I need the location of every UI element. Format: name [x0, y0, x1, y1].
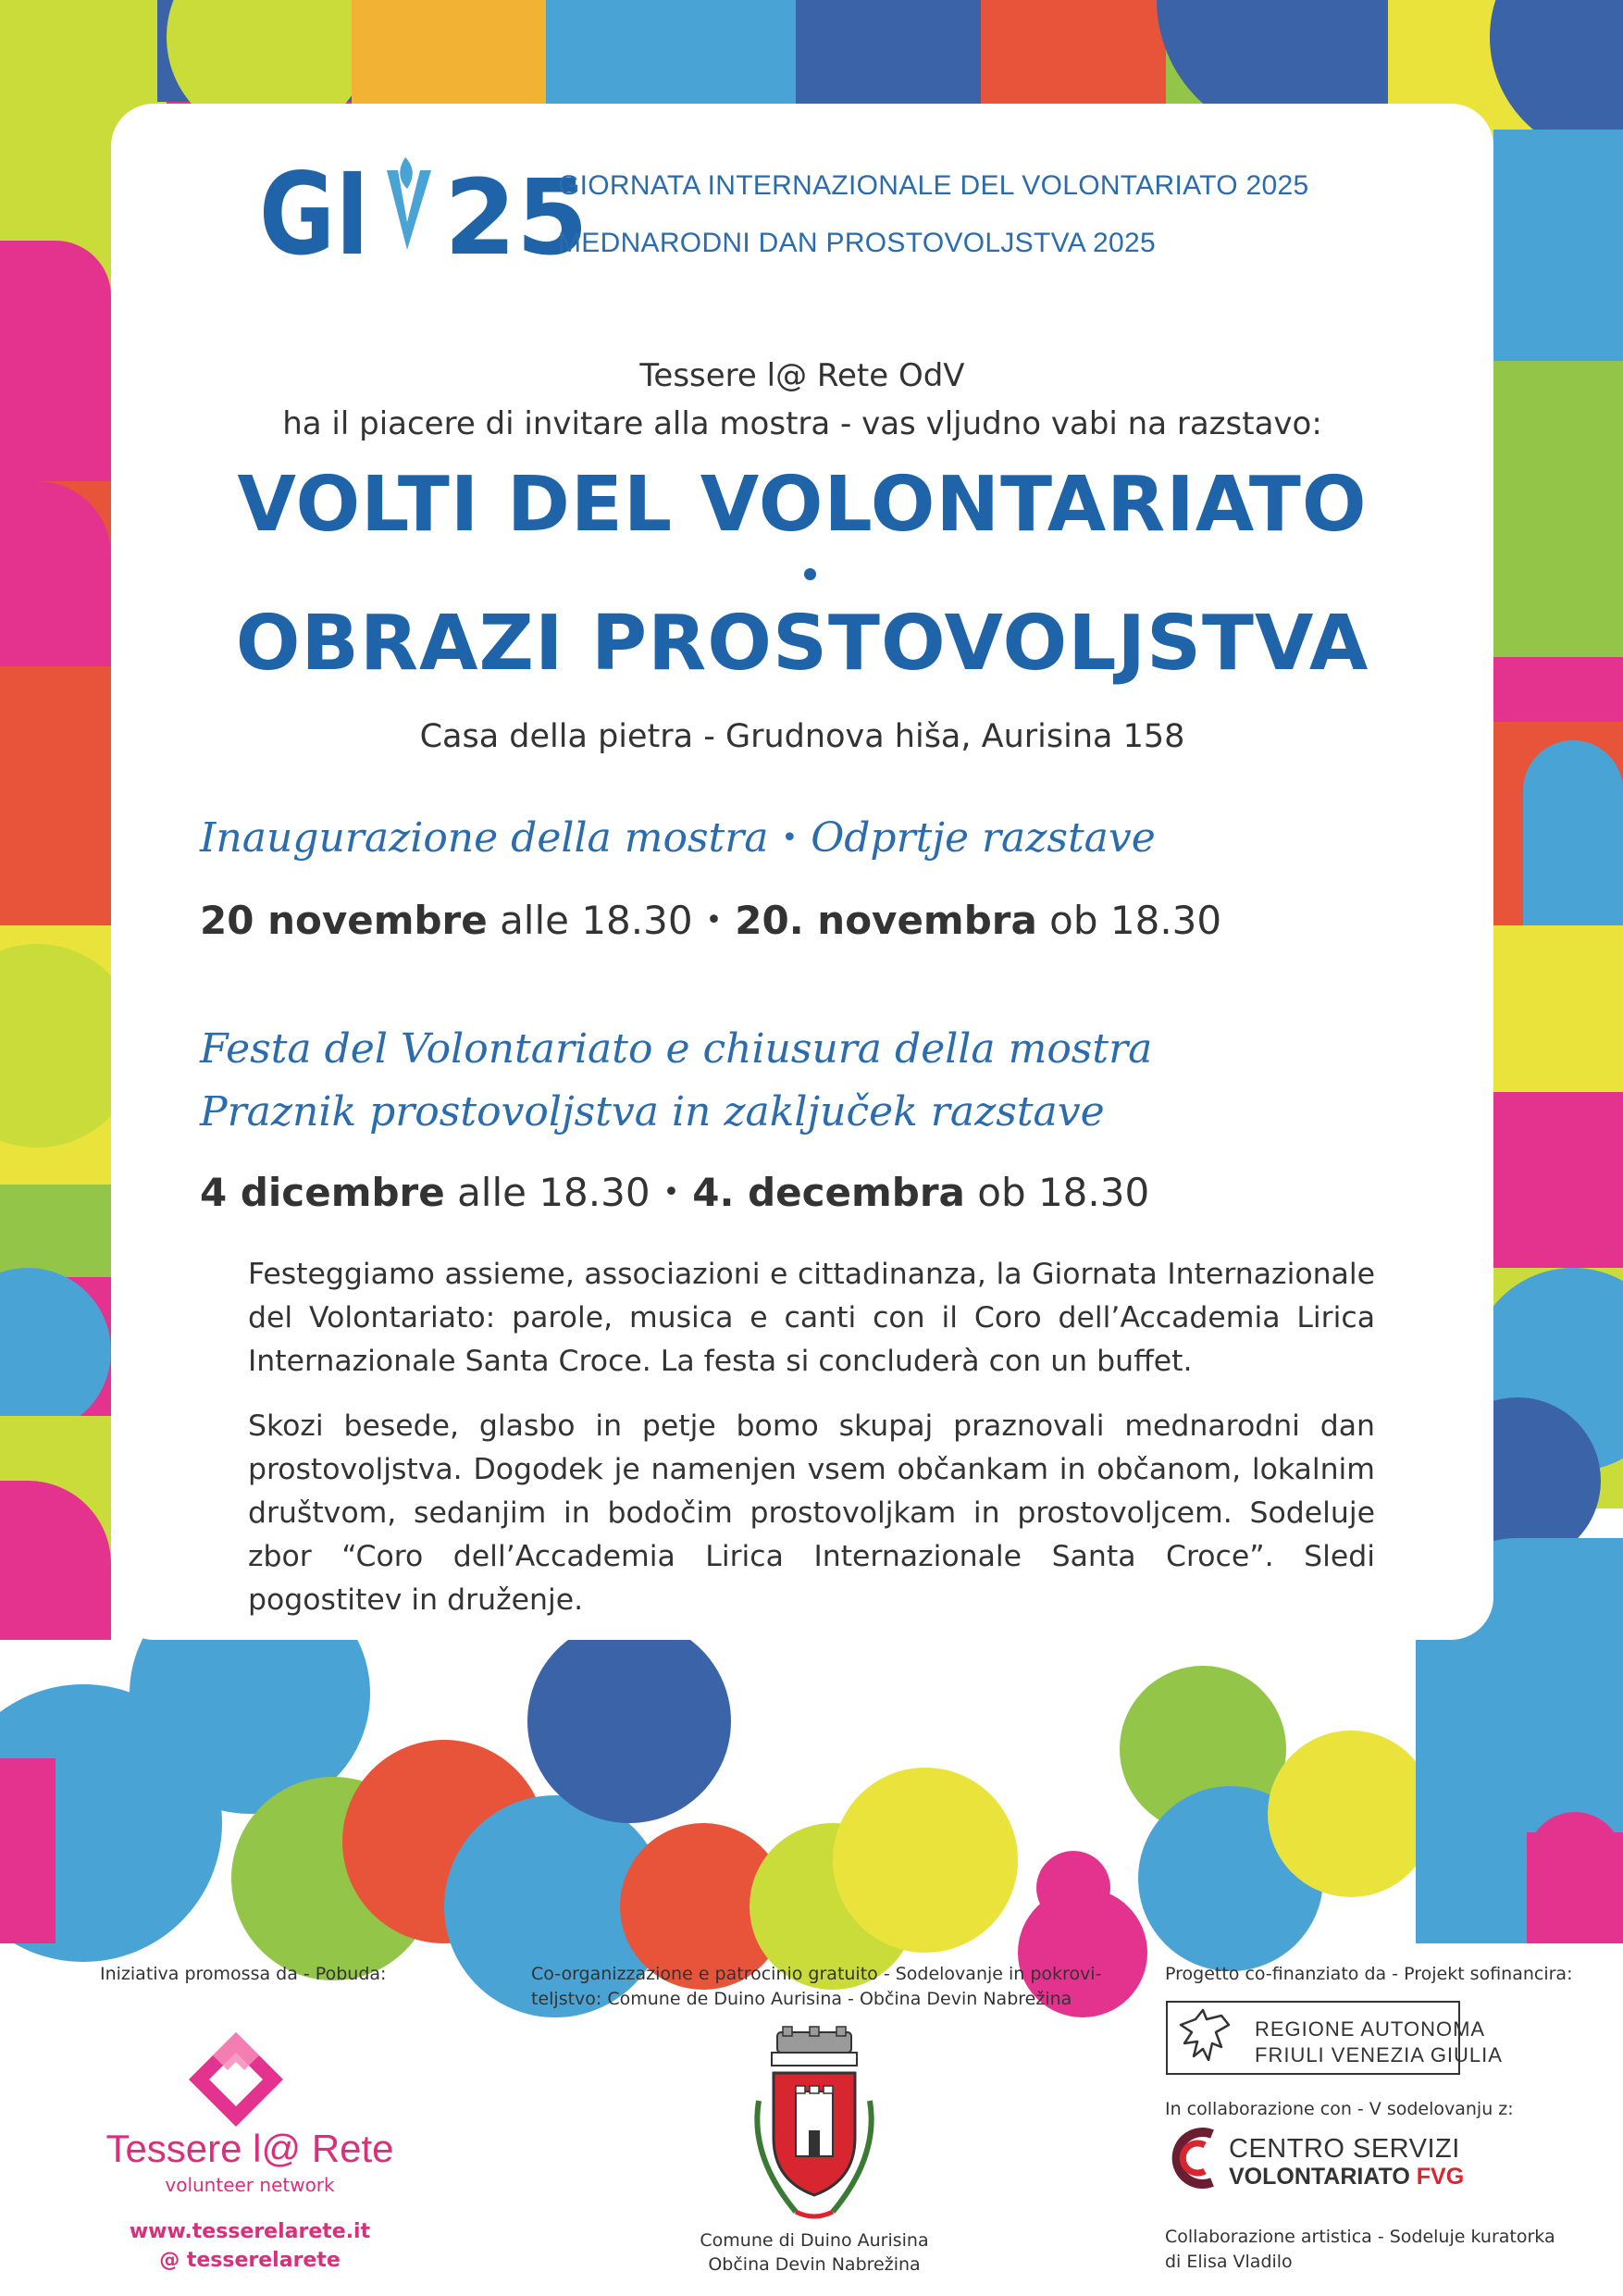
coorganization-line2: teljstvo: Comune de Duino Aurisina - Občina Devin Nabrežina — [531, 1989, 1072, 2009]
opening-heading-sl: Odprtje razstave — [811, 814, 1156, 862]
artistic-line1: Collaborazione artistica - Sodeluje kuratorka — [1165, 2227, 1555, 2247]
closing-heading-it: Festa del Volontariato e chiusura della mostra — [200, 1025, 1153, 1073]
website-link[interactable]: www.tesserelarete.it — [129, 2220, 371, 2243]
organizer: Tessere l@ Rete OdV — [639, 357, 965, 394]
bullet-separator: • — [781, 822, 799, 854]
bullet-separator: • — [663, 1176, 680, 1209]
opening-date-sl-bold: 20. novembra — [735, 898, 1037, 943]
promoter-subtitle: volunteer network — [165, 2174, 335, 2196]
region-name-line2: FRIULI VENEZIA GIULIA — [1255, 2043, 1503, 2066]
venue: Casa della pietra - Grudnova hiša, Aurisina 158 — [419, 718, 1185, 755]
title-separator-dot — [804, 568, 816, 580]
description-it: Festeggiamo assieme, associazioni e cittadinanza, la Giornata Internazionale del Volontariato: parole, musica e canti con il Coro dell’Accademia Lirica Internazionale Santa Croce. La festa si concluderà con un buffet. — [248, 1258, 1375, 1378]
municipal-crest-icon — [731, 2027, 898, 2230]
invite-text: ha il piacere di invitare alla mostra - vas vljudno vabi na razstavo: — [282, 405, 1322, 442]
csv-name-line1: CENTRO SERVIZI — [1229, 2134, 1460, 2164]
opening-heading-it: Inaugurazione della mostra — [200, 814, 769, 862]
opening-date-sl-rest: ob 18.30 — [1036, 898, 1222, 943]
collaboration-label: In collaborazione con - V sodelovanju z: — [1165, 2099, 1514, 2119]
closing-date — [200, 1170, 1149, 1215]
svg-text:GI: GI — [259, 149, 370, 281]
opening-heading — [200, 814, 1156, 862]
coorganization-line1: Co-organizzazione e patrocinio gratuito - Sodelovanje in pokrovi- — [531, 1964, 1102, 1984]
description-sl: Skozi besede, glasbo in petje bomo skupaj praznovali mednarodni dan prostovoljstva. Dogodek je namenjen vsem občankam in občanom, lokalnim društvom, sedanjim in bodočim prostovoljkam in prostovoljcem. Sodeluje zbor “Coro dell’Accademia Lirica Internazionale Santa Croce”. Sledi pogostitev in druženje. — [248, 1409, 1375, 1617]
social-handle[interactable]: @ tesserelarete — [159, 2249, 341, 2272]
csv-name-volontariato: VOLONTARIATO — [1229, 2164, 1410, 2190]
opening-date-it-bold: 20 novembre — [200, 898, 488, 943]
closing-date-sl-rest: ob 18.30 — [964, 1170, 1150, 1215]
csv-logo-icon — [1168, 2128, 1223, 2188]
eagle-icon — [1177, 2006, 1233, 2067]
artistic-line2: di Elisa Vladilo — [1165, 2252, 1293, 2272]
promoted-by-label: Iniziativa promossa da - Pobuda: — [100, 1964, 387, 1984]
giv25-logo — [259, 139, 588, 281]
cofinanced-label: Progetto co-finanziato da - Projekt sofinancira: — [1165, 1964, 1573, 1984]
closing-heading-sl: Praznik prostovoljstva in zaključek razstave — [200, 1088, 1105, 1136]
comune-name-sl: Občina Devin Nabrežina — [708, 2254, 921, 2275]
artistic-collaboration — [1165, 2225, 1572, 2275]
promoter-name: Tessere l@ Rete — [105, 2127, 394, 2170]
coorganization-text — [531, 1962, 1114, 2012]
closing-date-sl-bold: 4. decembra — [692, 1170, 965, 1215]
bullet-separator: • — [705, 904, 723, 937]
closing-date-it-rest: alle 18.30 — [444, 1170, 650, 1215]
exhibition-title-sl: OBRAZI PROSTOVOLJSTVA — [235, 600, 1369, 688]
closing-date-it-bold: 4 dicembre — [200, 1170, 445, 1215]
opening-date — [200, 898, 1221, 943]
svg-text:25: 25 — [444, 158, 588, 279]
comune-name-it: Comune di Duino Aurisina — [700, 2230, 929, 2251]
giv-title-it: GIORNATA INTERNAZIONALE DEL VOLONTARIATO 2025 — [558, 170, 1309, 201]
csv-name-fvg: FVG — [1416, 2164, 1465, 2190]
tessere-logo-icon — [185, 2029, 287, 2130]
region-name-line1: REGIONE AUTONOMA — [1255, 2017, 1486, 2041]
exhibition-title-it: VOLTI DEL VOLONTARIATO — [237, 461, 1368, 549]
giv-title-sl: MEDNARODNI DAN PROSTOVOLJSTVA 2025 — [558, 228, 1156, 258]
opening-date-it-rest: alle 18.30 — [487, 898, 693, 943]
csv-name-line2 — [1229, 2164, 1464, 2191]
